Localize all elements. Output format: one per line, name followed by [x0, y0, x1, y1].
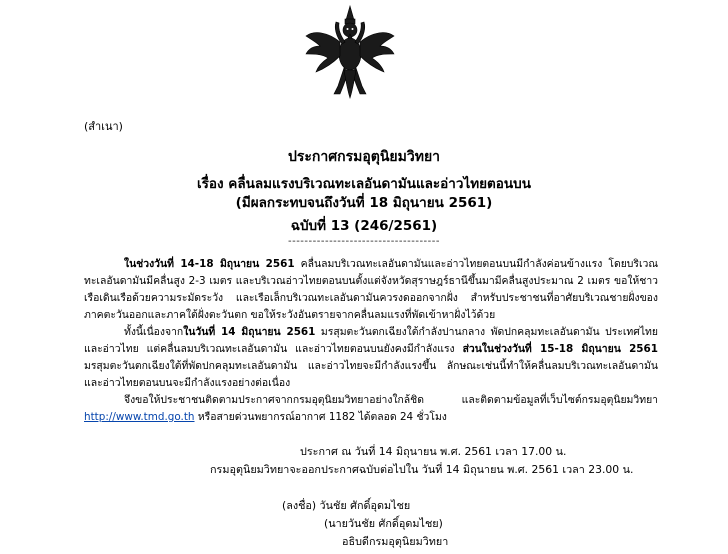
divider: -------------------------------------: [287, 236, 440, 247]
forecast-text: คลื่นลมบริเวณทะเลอันดามันและอ่าวไทยตอนบนมีกำลังค่อนข้างแรง โดยบริเวณทะเลอันดามันมีคลื่นสูง 2-3 เมตร และบริเวณอ่าวไทยตอนบนตั้งแต่จังหวัดสุราษฎร์ธานีขึ้นมามีคลื่นสูงประมาณ 2 เมตร ขอให้ชาวเรือเดินเรือด้วยความระมัดระวัง และเรือเล็กบริเวณทะเลอันดามันควรงดออกจากฝั่ง สำหรับประชาชนที่อาศัยบริเวณชายฝั่งของภาคตะวันออกและภาคใต้ฝั่งตะวันตก ขอให้ระวังอันตรายจากคลื่นลมแรงที่พัดเข้าหาฝั่งไว้ด้วย: [84, 258, 659, 321]
cause-intro: ทั้งนี้เนื่องจาก: [124, 326, 184, 338]
cause-text: มรสุมตะวันตกเฉียงใต้กำลังปานกลาง พัดปกคลุมทะเลอันดามัน ประเทศไทย และอ่าวไทย แต่คลื่นลมบริเวณทะเลอันดามัน และอ่าวไทยตอนบนยังคงมีกำลังแรง: [84, 326, 658, 355]
page-title: ประกาศกรมอุตุนิยมวิทยา: [287, 149, 441, 165]
advice-text: จึงขอให้ประชาชนติดตามประกาศจากกรมอุตุนิยมวิทยาอย่างใกล้ชิด และติดตามข้อมูลที่เว็บไซต์กรมอุตุนิยมวิทยา: [124, 394, 658, 406]
paragraph-advice: [84, 392, 658, 426]
effective-period: (มีผลกระทบจนถึงวันที่ 18 มิถุนายน 2561): [235, 195, 493, 211]
signer-name: (นายวันชัย ศักดิ์อุดมไชย): [324, 517, 443, 530]
issue-number: ฉบับที่ 13 (246/2561): [290, 218, 438, 234]
garuda-emblem: [300, 2, 400, 102]
cause-period: ส่วนในช่วงวันที่ 15-18 มิถุนายน 2561: [462, 343, 658, 355]
signature-line: (ลงชื่อ) วันชัย ศักดิ์อุดมไชย: [282, 499, 411, 512]
announcement-body: [84, 256, 658, 426]
copy-label: (สำเนา): [84, 120, 123, 133]
tmd-website-link[interactable]: http://www.tmd.go.th: [84, 411, 195, 423]
cause-outlook: มรสุมตะวันตกเฉียงใต้ที่พัดปกคลุมทะเลอันดามัน และอ่าวไทยจะมีกำลังแรงขึ้น ลักษณะเช่นนี้ทำให้คลื่นลมบริเวณทะเลอันดามัน และอ่าวไทยตอนบนจะมีกำลังแรงอย่างต่อเนื่อง: [84, 360, 658, 389]
announcement-date: ประกาศ ณ วันที่ 14 มิถุนายน พ.ศ. 2561 เวลา 17.00 น.: [300, 445, 567, 458]
cause-date: ในวันที่ 14 มิถุนายน 2561: [183, 326, 316, 338]
forecast-period: ในช่วงวันที่ 14-18 มิถุนายน 2561: [124, 258, 295, 270]
next-issue-notice: กรมอุตุนิยมวิทยาจะออกประกาศฉบับต่อไปใน วันที่ 14 มิถุนายน พ.ศ. 2561 เวลา 23.00 น.: [210, 463, 634, 476]
announcement-subject: เรื่อง คลื่นลมแรงบริเวณทะเลอันดามันและอ่าวไทยตอนบน: [197, 176, 531, 192]
paragraph-forecast: [84, 256, 658, 324]
signer-position: อธิบดีกรมอุตุนิยมวิทยา: [342, 535, 449, 548]
hotline-text: หรือสายด่วนพยากรณ์อากาศ 1182 ได้ตลอด 24 ชั่วโมง: [194, 411, 447, 423]
paragraph-cause: [84, 324, 658, 392]
